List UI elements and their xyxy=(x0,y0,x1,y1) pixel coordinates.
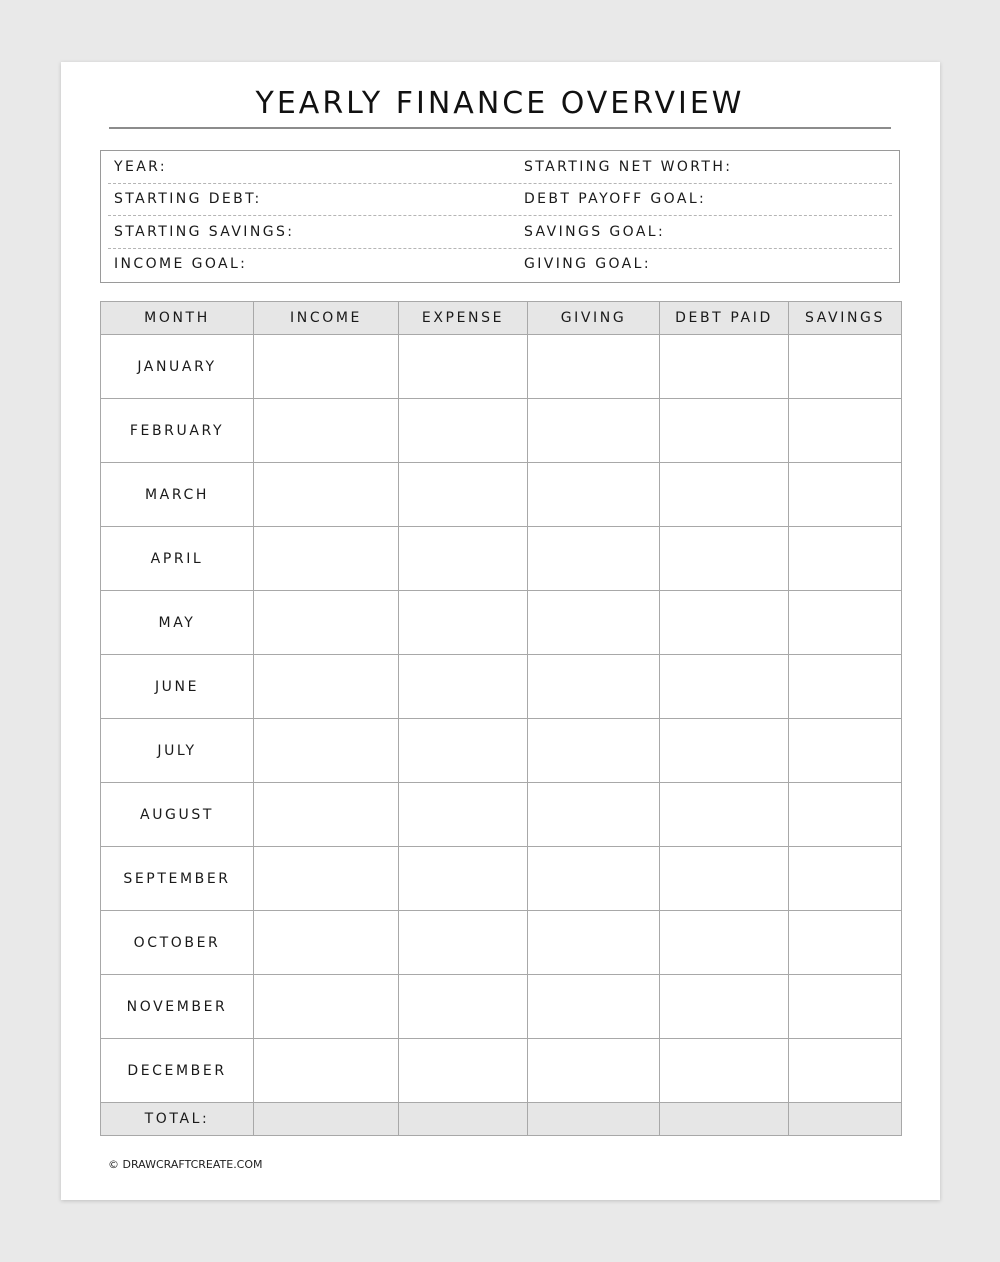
debt-paid-cell[interactable] xyxy=(660,783,789,847)
expense-cell[interactable] xyxy=(399,591,528,655)
table-row xyxy=(101,847,902,911)
savings-goal-label: SAVINGS GOAL: xyxy=(524,224,666,240)
giving-cell[interactable] xyxy=(528,655,660,719)
month-label: MAY xyxy=(101,591,254,655)
expense-cell[interactable] xyxy=(399,847,528,911)
income-cell[interactable] xyxy=(254,783,399,847)
info-row xyxy=(108,151,892,184)
savings-cell[interactable] xyxy=(789,783,902,847)
table-row xyxy=(101,463,902,527)
income-cell[interactable] xyxy=(254,463,399,527)
giving-cell[interactable] xyxy=(528,975,660,1039)
giving-cell[interactable] xyxy=(528,783,660,847)
info-box xyxy=(100,150,900,283)
total-debt-paid-cell[interactable] xyxy=(660,1103,789,1136)
table-row xyxy=(101,527,902,591)
expense-cell[interactable] xyxy=(399,783,528,847)
table-row xyxy=(101,655,902,719)
income-cell[interactable] xyxy=(254,911,399,975)
year-label: YEAR: xyxy=(114,159,167,175)
income-goal-label: INCOME GOAL: xyxy=(114,256,248,272)
monthly-finance-table xyxy=(100,301,902,1136)
table-row xyxy=(101,591,902,655)
copyright-footer: © DRAWCRAFTCREATE.COM xyxy=(108,1158,263,1171)
month-label: JUNE xyxy=(101,655,254,719)
table-row xyxy=(101,719,902,783)
savings-cell[interactable] xyxy=(789,463,902,527)
debt-paid-cell[interactable] xyxy=(660,463,789,527)
debt-paid-cell[interactable] xyxy=(660,399,789,463)
month-label: AUGUST xyxy=(101,783,254,847)
income-cell[interactable] xyxy=(254,335,399,399)
table-row xyxy=(101,783,902,847)
expense-cell[interactable] xyxy=(399,335,528,399)
info-row xyxy=(108,183,892,216)
giving-cell[interactable] xyxy=(528,335,660,399)
debt-paid-cell[interactable] xyxy=(660,719,789,783)
table-header-row xyxy=(101,302,902,335)
debt-paid-cell[interactable] xyxy=(660,911,789,975)
title-divider xyxy=(109,127,891,129)
month-label: APRIL xyxy=(101,527,254,591)
debt-paid-cell[interactable] xyxy=(660,335,789,399)
total-savings-cell[interactable] xyxy=(789,1103,902,1136)
giving-cell[interactable] xyxy=(528,1039,660,1103)
month-label: NOVEMBER xyxy=(101,975,254,1039)
column-header-savings: SAVINGS xyxy=(789,302,902,335)
starting-debt-label: STARTING DEBT: xyxy=(114,191,262,207)
giving-cell[interactable] xyxy=(528,527,660,591)
expense-cell[interactable] xyxy=(399,975,528,1039)
total-label: TOTAL: xyxy=(101,1103,254,1136)
table-row xyxy=(101,911,902,975)
expense-cell[interactable] xyxy=(399,399,528,463)
column-header-month: MONTH xyxy=(101,302,254,335)
savings-cell[interactable] xyxy=(789,1039,902,1103)
giving-cell[interactable] xyxy=(528,719,660,783)
giving-cell[interactable] xyxy=(528,463,660,527)
debt-paid-cell[interactable] xyxy=(660,847,789,911)
page-title: YEARLY FINANCE OVERVIEW xyxy=(255,86,745,121)
month-label: MARCH xyxy=(101,463,254,527)
expense-cell[interactable] xyxy=(399,1039,528,1103)
expense-cell[interactable] xyxy=(399,463,528,527)
savings-cell[interactable] xyxy=(789,655,902,719)
income-cell[interactable] xyxy=(254,655,399,719)
savings-cell[interactable] xyxy=(789,527,902,591)
total-row xyxy=(101,1103,902,1136)
expense-cell[interactable] xyxy=(399,527,528,591)
savings-cell[interactable] xyxy=(789,719,902,783)
month-label: FEBRUARY xyxy=(101,399,254,463)
starting-savings-label: STARTING SAVINGS: xyxy=(114,224,295,240)
total-giving-cell[interactable] xyxy=(528,1103,660,1136)
savings-cell[interactable] xyxy=(789,399,902,463)
income-cell[interactable] xyxy=(254,1039,399,1103)
total-income-cell[interactable] xyxy=(254,1103,399,1136)
column-header-income: INCOME xyxy=(254,302,399,335)
month-label: OCTOBER xyxy=(101,911,254,975)
income-cell[interactable] xyxy=(254,527,399,591)
info-row xyxy=(108,216,892,249)
savings-cell[interactable] xyxy=(789,975,902,1039)
income-cell[interactable] xyxy=(254,847,399,911)
table-row xyxy=(101,335,902,399)
savings-cell[interactable] xyxy=(789,911,902,975)
debt-paid-cell[interactable] xyxy=(660,655,789,719)
table-row xyxy=(101,975,902,1039)
income-cell[interactable] xyxy=(254,591,399,655)
debt-paid-cell[interactable] xyxy=(660,1039,789,1103)
expense-cell[interactable] xyxy=(399,719,528,783)
expense-cell[interactable] xyxy=(399,655,528,719)
month-label: DECEMBER xyxy=(101,1039,254,1103)
table-row xyxy=(101,1039,902,1103)
savings-cell[interactable] xyxy=(789,335,902,399)
table-row xyxy=(101,399,902,463)
starting-net-worth-label: STARTING NET WORTH: xyxy=(524,159,733,175)
debt-payoff-goal-label: DEBT PAYOFF GOAL: xyxy=(524,191,707,207)
month-label: JULY xyxy=(101,719,254,783)
debt-paid-cell[interactable] xyxy=(660,975,789,1039)
savings-cell[interactable] xyxy=(789,847,902,911)
income-cell[interactable] xyxy=(254,399,399,463)
income-cell[interactable] xyxy=(254,719,399,783)
giving-cell[interactable] xyxy=(528,911,660,975)
column-header-expense: EXPENSE xyxy=(399,302,528,335)
month-label: SEPTEMBER xyxy=(101,847,254,911)
giving-goal-label: GIVING GOAL: xyxy=(524,256,651,272)
month-label: JANUARY xyxy=(101,335,254,399)
income-cell[interactable] xyxy=(254,975,399,1039)
info-row xyxy=(108,248,892,280)
total-expense-cell[interactable] xyxy=(399,1103,528,1136)
giving-cell[interactable] xyxy=(528,847,660,911)
giving-cell[interactable] xyxy=(528,399,660,463)
debt-paid-cell[interactable] xyxy=(660,591,789,655)
column-header-debt-paid: DEBT PAID xyxy=(660,302,789,335)
giving-cell[interactable] xyxy=(528,591,660,655)
column-header-giving: GIVING xyxy=(528,302,660,335)
savings-cell[interactable] xyxy=(789,591,902,655)
debt-paid-cell[interactable] xyxy=(660,527,789,591)
expense-cell[interactable] xyxy=(399,911,528,975)
